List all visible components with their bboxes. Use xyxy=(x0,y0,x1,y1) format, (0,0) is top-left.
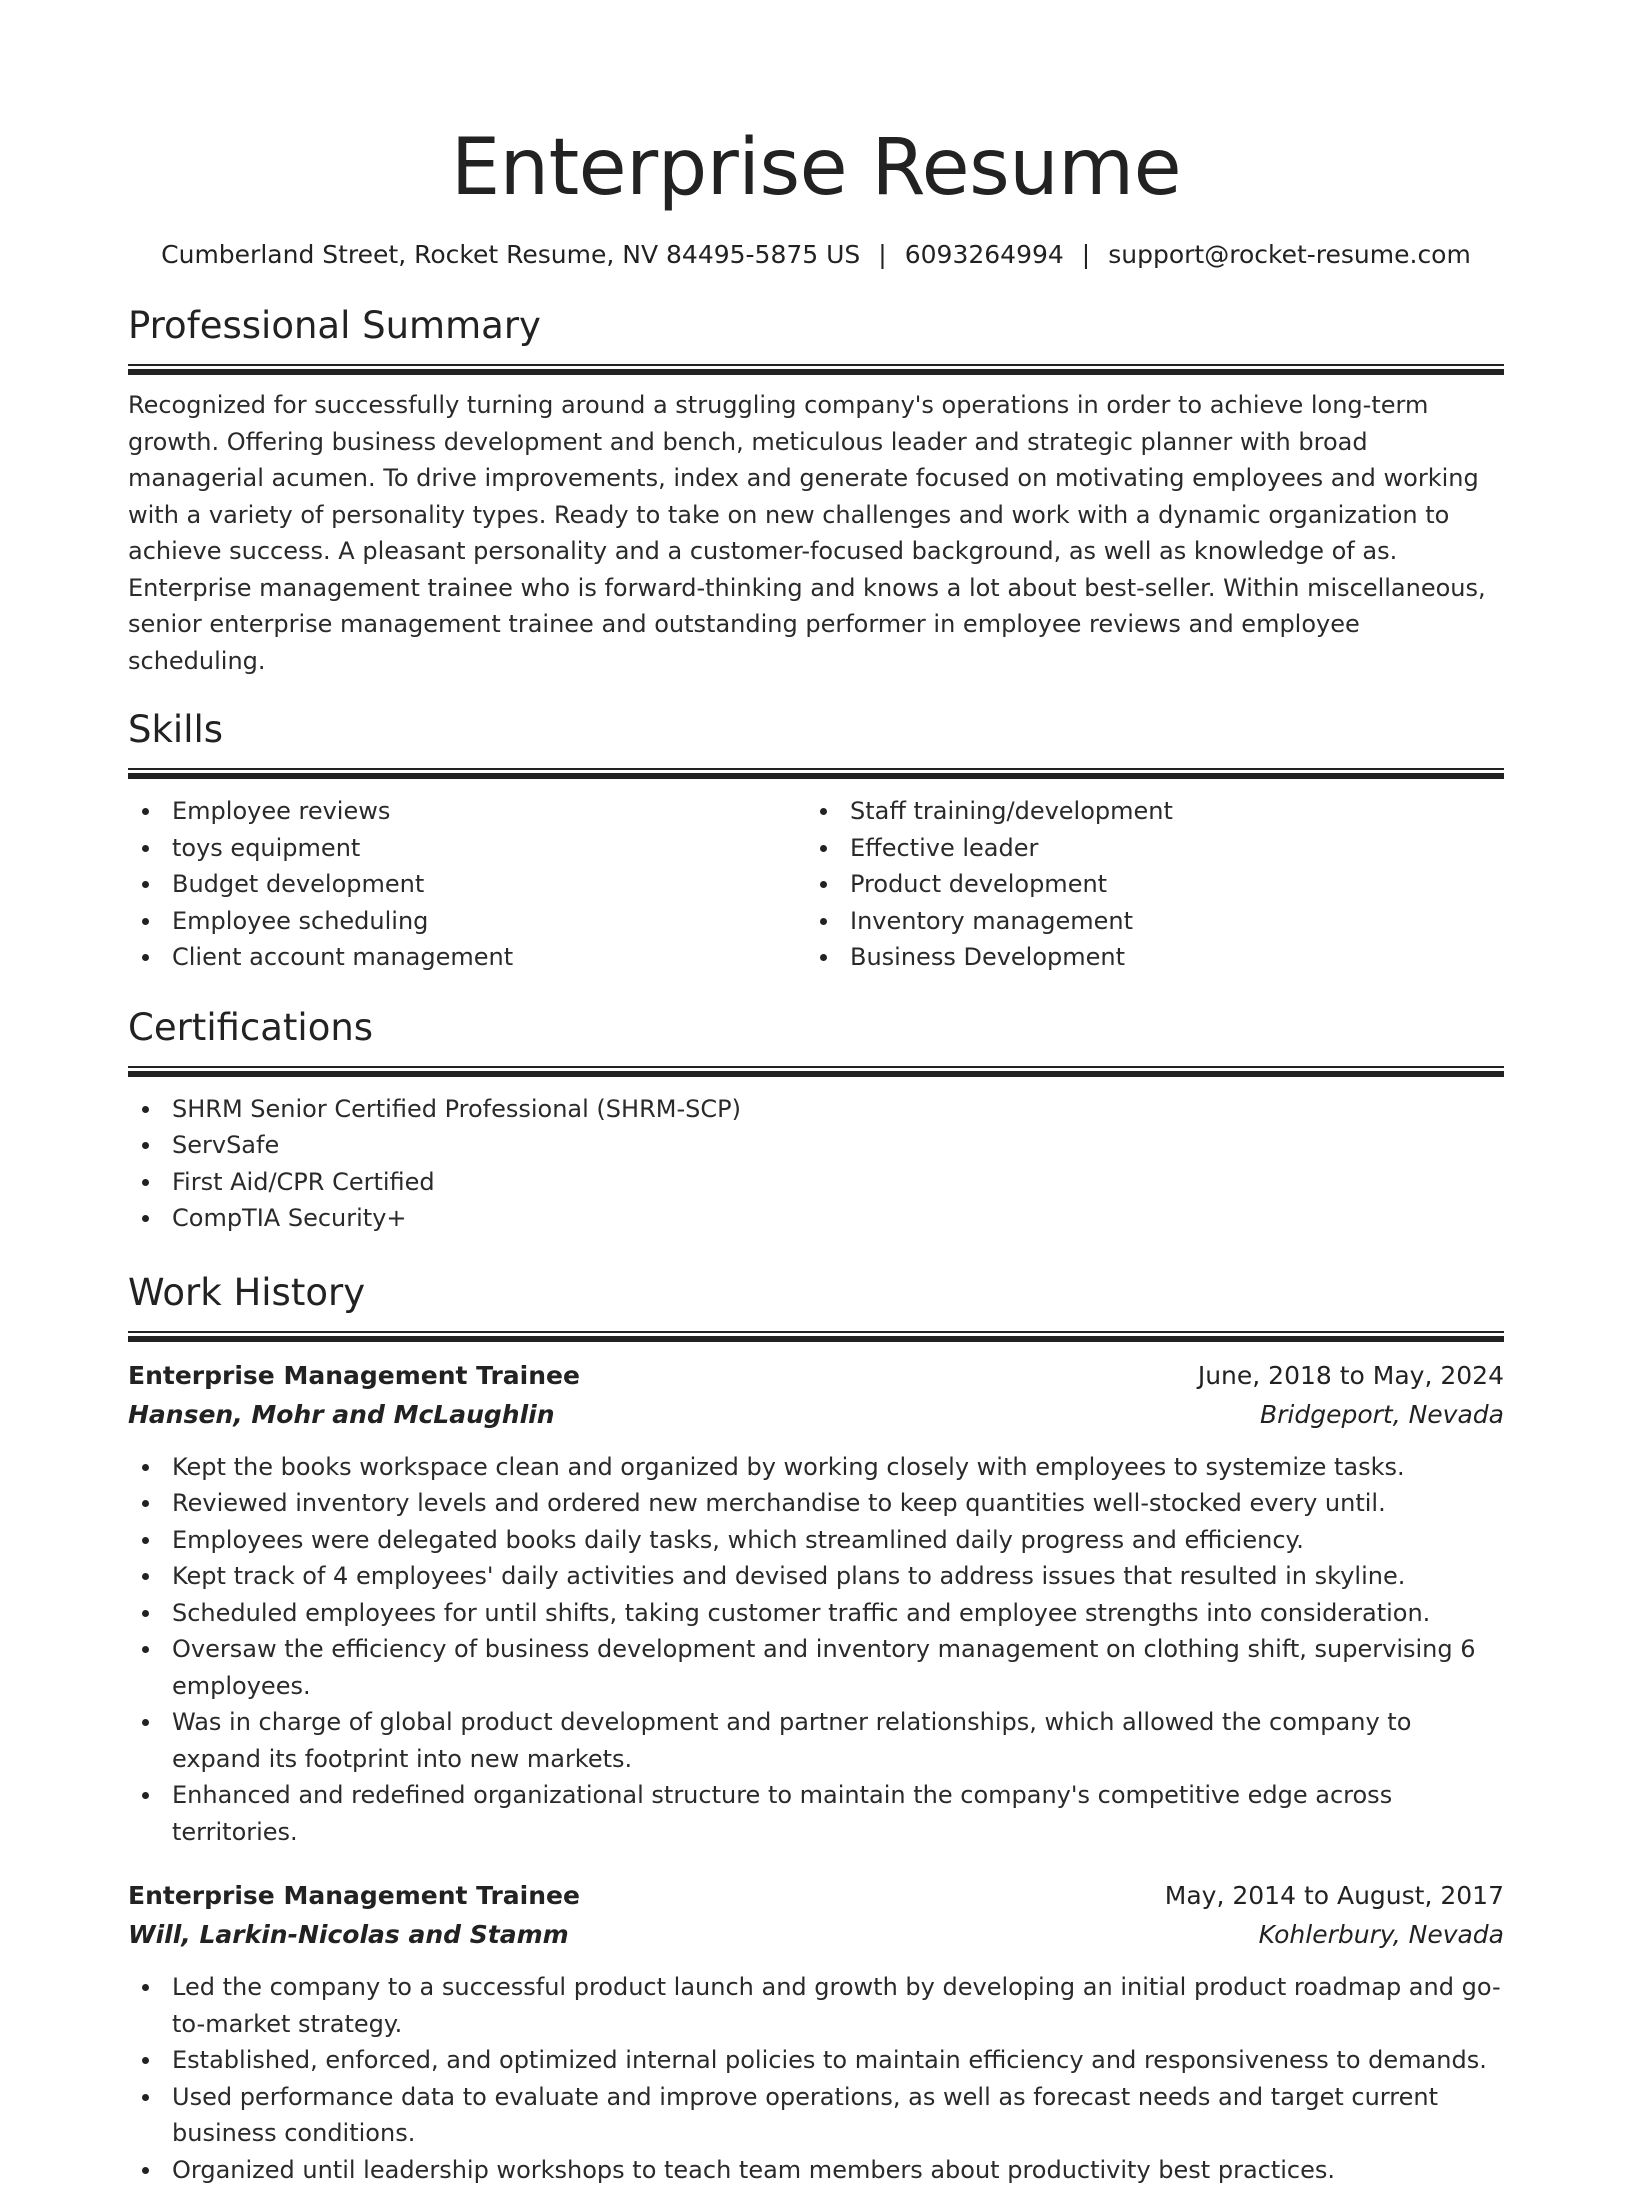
certifications-section xyxy=(128,1004,1504,1237)
skill-item: Employee scheduling xyxy=(128,903,806,940)
job-bullet: Enhanced and redefined organizational structure to maintain the company's competitive edge across territories. xyxy=(128,1777,1504,1850)
job-dates: May, 2014 to August, 2017 xyxy=(1165,1876,1504,1915)
job-bullet: Employees were delegated books daily tasks, which streamlined daily progress and efficiency. xyxy=(128,1522,1504,1559)
contact-separator: | xyxy=(860,240,904,269)
job-bullet: Kept track of 4 employees' daily activities and devised plans to address issues that resulted in skyline. xyxy=(128,1558,1504,1595)
certification-item: SHRM Senior Certified Professional (SHRM-SCP) xyxy=(128,1091,1504,1128)
skills-heading: Skills xyxy=(128,706,1504,754)
job-title: Enterprise Management Trainee xyxy=(128,1876,580,1915)
section-divider xyxy=(128,1066,1504,1077)
summary-section xyxy=(128,302,1504,679)
job-bullet: Scheduled employees for until shifts, taking customer traffic and employee strengths into consideration. xyxy=(128,1595,1504,1632)
skills-list-right xyxy=(806,793,1484,976)
job-bullet: Organized until leadership workshops to teach team members about productivity best practices. xyxy=(128,2152,1504,2188)
certification-item: CompTIA Security+ xyxy=(128,1200,1504,1237)
skills-grid xyxy=(128,793,1504,976)
skill-item: Budget development xyxy=(128,866,806,903)
contact-phone: 6093264994 xyxy=(905,240,1064,269)
skill-item: Product development xyxy=(806,866,1484,903)
work-history-heading: Work History xyxy=(128,1269,1504,1317)
resume-page xyxy=(128,118,1504,2188)
certification-item: ServSafe xyxy=(128,1127,1504,1164)
job-company-row xyxy=(128,1395,1504,1434)
section-divider xyxy=(128,768,1504,779)
work-history-section xyxy=(128,1269,1504,2188)
job-bullet: Reviewed inventory levels and ordered new merchandise to keep quantities well-stocked every until. xyxy=(128,1485,1504,1522)
skill-item: Effective leader xyxy=(806,830,1484,867)
skill-item: Business Development xyxy=(806,939,1484,976)
job-bullets xyxy=(128,1449,1504,1851)
skill-item: Client account management xyxy=(128,939,806,976)
job-title: Enterprise Management Trainee xyxy=(128,1356,580,1395)
job-bullet: Oversaw the efficiency of business development and inventory management on clothing shift, supervising 6 employees. xyxy=(128,1631,1504,1704)
job-bullet: Kept the books workspace clean and organized by working closely with employees to systemize tasks. xyxy=(128,1449,1504,1486)
contact-email[interactable]: support@rocket-resume.com xyxy=(1108,240,1471,269)
contact-address: Cumberland Street, Rocket Resume, NV 84495-5875 US xyxy=(161,240,860,269)
job-company: Will, Larkin-Nicolas and Stamm xyxy=(128,1915,569,1954)
job-dates: June, 2018 to May, 2024 xyxy=(1198,1356,1504,1395)
skills-list-left xyxy=(128,793,806,976)
certifications-heading: Certifications xyxy=(128,1004,1504,1052)
certifications-list xyxy=(128,1091,1504,1237)
job-bullet: Led the company to a successful product launch and growth by developing an initial product roadmap and go-to-market strategy. xyxy=(128,1969,1504,2042)
contact-separator: | xyxy=(1064,240,1108,269)
job-bullet: Was in charge of global product development and partner relationships, which allowed the company to expand its footprint into new markets. xyxy=(128,1704,1504,1777)
summary-text: Recognized for successfully turning around a struggling company's operations in order to achieve long-term growth. Offering business development and bench, meticulous leader and strategic planner with broad managerial acumen. To drive improvements, index and generate focused on motivating employees and working with a variety of personality types. Ready to take on new challenges and work with a dynamic organization to achieve success. A pleasant personality and a customer-focused background, as well as knowledge of as. Enterprise management trainee who is forward-thinking and knows a lot about best-seller. Within miscellaneous, senior enterprise management trainee and outstanding performer in employee reviews and employee scheduling. xyxy=(128,387,1504,679)
certification-item: First Aid/CPR Certified xyxy=(128,1164,1504,1201)
skill-item: Staff training/development xyxy=(806,793,1484,830)
job-entry xyxy=(128,1876,1504,2188)
job-location: Bridgeport, Nevada xyxy=(1260,1395,1504,1434)
job-bullet: Established, enforced, and optimized internal policies to maintain efficiency and responsiveness to demands. xyxy=(128,2042,1504,2079)
job-header-row xyxy=(128,1876,1504,1915)
section-divider xyxy=(128,364,1504,375)
contact-line xyxy=(128,238,1504,272)
skill-item: toys equipment xyxy=(128,830,806,867)
job-bullet: Used performance data to evaluate and improve operations, as well as forecast needs and target current business conditions. xyxy=(128,2079,1504,2152)
job-company-row xyxy=(128,1915,1504,1954)
job-bullets xyxy=(128,1969,1504,2188)
resume-name: Enterprise Resume xyxy=(128,118,1504,218)
job-company: Hansen, Mohr and McLaughlin xyxy=(128,1395,555,1434)
job-header-row xyxy=(128,1356,1504,1395)
section-divider xyxy=(128,1331,1504,1342)
skill-item: Employee reviews xyxy=(128,793,806,830)
job-location: Kohlerbury, Nevada xyxy=(1259,1915,1504,1954)
summary-heading: Professional Summary xyxy=(128,302,1504,350)
job-entry xyxy=(128,1356,1504,1851)
skills-section xyxy=(128,706,1504,976)
skill-item: Inventory management xyxy=(806,903,1484,940)
